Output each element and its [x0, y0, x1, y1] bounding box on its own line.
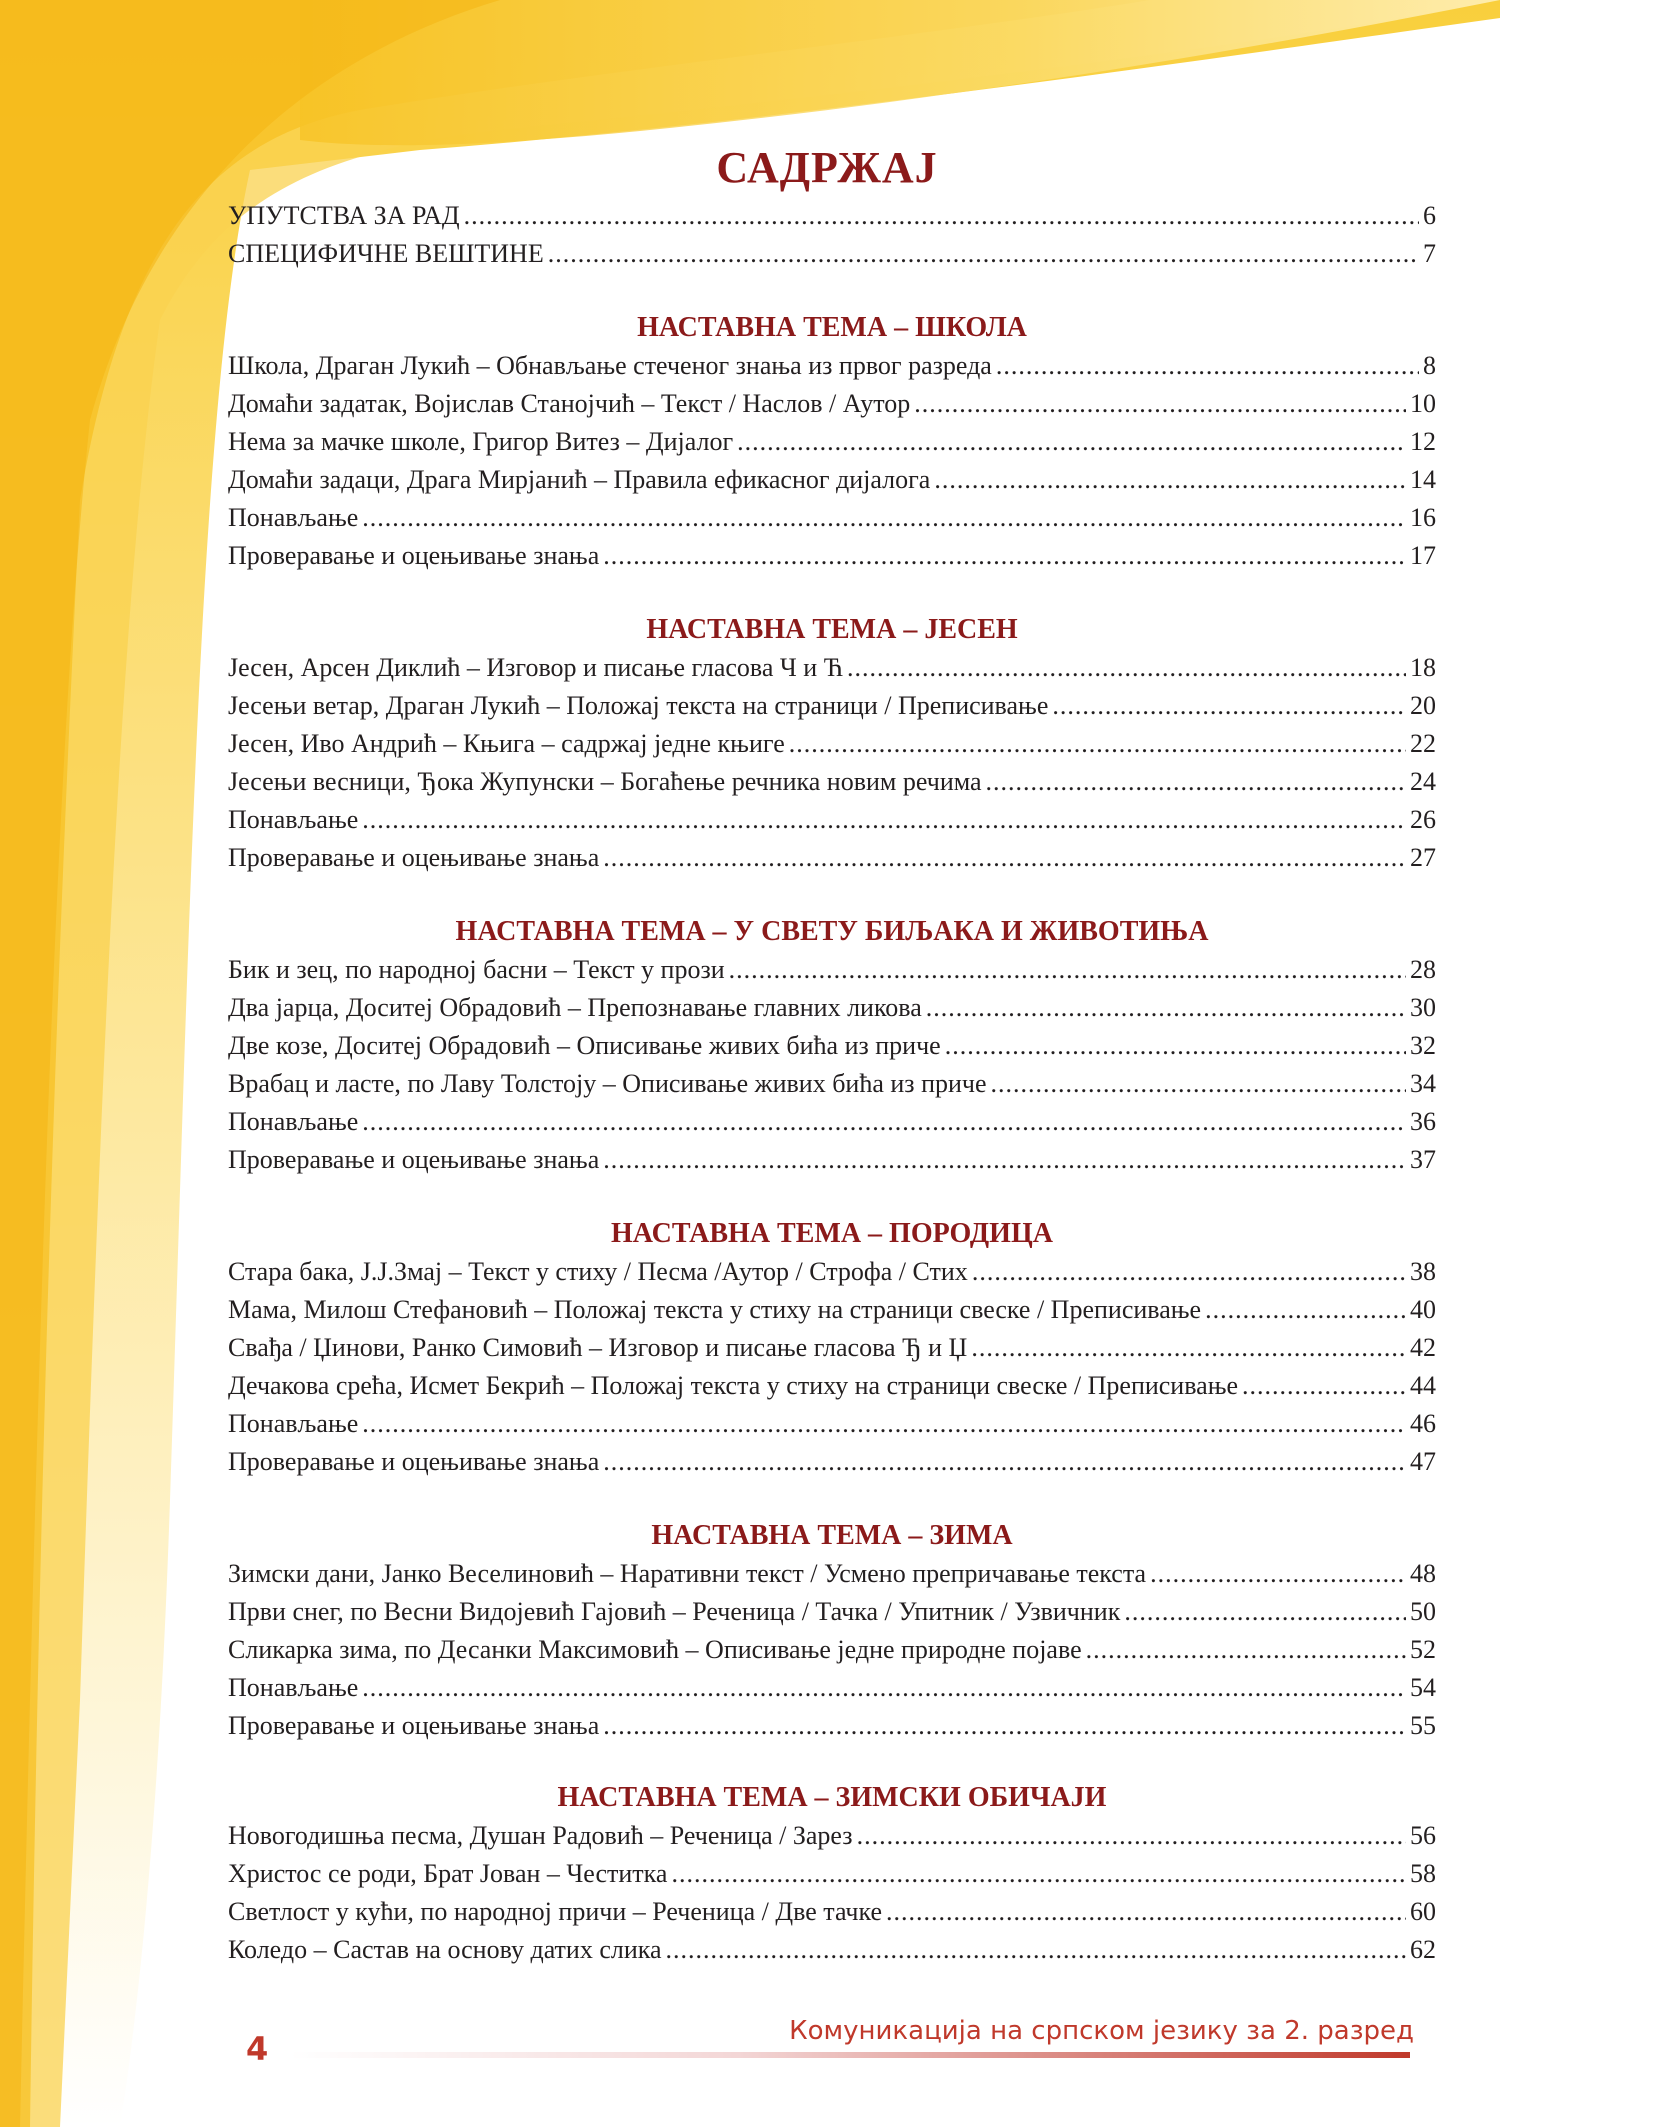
toc-page-number: 30 [1410, 993, 1436, 1022]
toc-entry-title: Проверавање и оцењивање знања [228, 1447, 600, 1476]
toc-row [228, 1632, 1436, 1668]
toc-row [228, 726, 1436, 762]
toc-page-number: 46 [1410, 1409, 1436, 1438]
toc-row [228, 802, 1436, 838]
toc-page-number: 58 [1410, 1859, 1436, 1888]
toc-page-number: 20 [1410, 691, 1436, 720]
dot-leader [926, 990, 1406, 1026]
dot-leader [971, 1330, 1406, 1366]
toc-row [228, 1708, 1436, 1744]
toc-page-number: 60 [1410, 1897, 1436, 1926]
toc-entry-title: Врабац и ласте, по Лаву Толстоју – Описивање живих бића из приче [228, 1069, 987, 1098]
toc-page-number: 32 [1410, 1031, 1436, 1060]
toc-entry-title: Проверавање и оцењивање знања [228, 1145, 600, 1174]
toc-row [228, 1142, 1436, 1178]
section-heading: НАСТАВНА ТЕМА – ПОРОДИЦА [611, 1218, 1053, 1249]
toc-row [228, 952, 1436, 988]
dot-leader [945, 1028, 1406, 1064]
toc-row [228, 650, 1436, 686]
toc-row [228, 1406, 1436, 1442]
toc-page-number: 48 [1410, 1559, 1436, 1588]
toc-row [228, 1444, 1436, 1480]
toc-row [228, 840, 1436, 876]
section-heading: НАСТАВНА ТЕМА – ШКОЛА [637, 312, 1027, 343]
toc-entry-title: СПЕЦИФИЧНЕ ВЕШТИНЕ [228, 239, 544, 268]
toc-entry-title: Две козе, Доситеј Обрадовић – Описивање живих бића из приче [228, 1031, 941, 1060]
toc-row [228, 990, 1436, 1026]
toc-row [228, 1028, 1436, 1064]
toc-entry-title: Школа, Драган Лукић – Обнављање стеченог знања из првог разреда [228, 351, 992, 380]
toc-row [228, 1894, 1436, 1930]
toc-entry-title: Први снег, по Весни Видојевић Гајовић – Реченица / Тачка / Упитник / Узвичник [228, 1597, 1121, 1626]
toc-page-number: 54 [1410, 1673, 1436, 1702]
toc-row [228, 500, 1436, 536]
toc-page-number: 55 [1410, 1711, 1436, 1740]
toc-row [228, 236, 1436, 272]
toc-row [228, 462, 1436, 498]
dot-leader [464, 198, 1419, 234]
toc-entry-title: Јесен, Арсен Диклић – Изговор и писање гласова Ч и Ћ [228, 653, 843, 682]
section-heading: НАСТАВНА ТЕМА – ЗИМСКИ ОБИЧАЈИ [557, 1782, 1107, 1813]
toc-page-number: 52 [1410, 1635, 1436, 1664]
toc-entry-title: Сликарка зима, по Десанки Максимовић – Описивање једне природне појаве [228, 1635, 1082, 1664]
dot-leader [1124, 1594, 1406, 1630]
dot-leader [603, 538, 1406, 574]
toc-row [228, 1104, 1436, 1140]
toc-row [228, 386, 1436, 422]
dot-leader [972, 1254, 1406, 1290]
toc-row [228, 1368, 1436, 1404]
dot-leader [996, 348, 1419, 384]
page-title: САДРЖАЈ [716, 143, 938, 192]
dot-leader [729, 952, 1406, 988]
dot-leader [991, 1066, 1406, 1102]
dot-leader [362, 1104, 1406, 1140]
dot-leader [1205, 1292, 1406, 1328]
toc-page-number: 22 [1410, 729, 1436, 758]
footer-gradient-line [290, 2052, 1410, 2058]
toc-page-number: 18 [1410, 653, 1436, 682]
toc-row [228, 1066, 1436, 1102]
toc-page-number: 8 [1423, 351, 1436, 380]
dot-leader [362, 1670, 1406, 1706]
toc-page-number: 10 [1410, 389, 1436, 418]
toc-row [228, 424, 1436, 460]
toc-entry-title: Светлост у кући, по народној причи – Реченица / Две тачке [228, 1897, 883, 1926]
toc-page-number: 34 [1410, 1069, 1436, 1098]
toc-row [228, 1856, 1436, 1892]
dot-leader [1086, 1632, 1406, 1668]
dot-leader [737, 424, 1406, 460]
toc-page-number: 6 [1423, 201, 1436, 230]
footer-book-title: Комуникација на српском језику за 2. разред [789, 2016, 1414, 2046]
dot-leader [886, 1894, 1406, 1930]
dot-leader [671, 1856, 1406, 1892]
toc-row [228, 1330, 1436, 1366]
toc-row [228, 1292, 1436, 1328]
toc-page-number: 62 [1410, 1935, 1436, 1964]
section-heading: НАСТАВНА ТЕМА – ЈЕСЕН [646, 614, 1018, 645]
page-number: 4 [246, 2030, 269, 2068]
toc-page-number: 14 [1410, 465, 1436, 494]
toc-entry-title: Нема за мачке школе, Григор Витез – Дијалог [228, 427, 734, 456]
toc-entry-title: Јесењи ветар, Драган Лукић – Положај текста на страници / Преписивање [228, 691, 1049, 720]
toc-page-number: 38 [1410, 1257, 1436, 1286]
toc-entry-title: Дечакова срећа, Исмет Бекрић – Положај текста у стиху на страници свеске / Преписивање [228, 1371, 1239, 1400]
dot-leader [603, 840, 1406, 876]
dot-leader [857, 1818, 1406, 1854]
dot-leader [1242, 1368, 1406, 1404]
section-heading: НАСТАВНА ТЕМА – ЗИМА [651, 1520, 1013, 1551]
toc-entry-title: Новогодишња песма, Душан Радовић – Реченица / Зарез [228, 1821, 853, 1850]
toc-entry-title: Понављање [228, 503, 359, 532]
toc-page-number: 28 [1410, 955, 1436, 984]
toc-entry-title: Проверавање и оцењивање знања [228, 843, 600, 872]
dot-leader [934, 462, 1406, 498]
toc-page-number: 17 [1410, 541, 1436, 570]
dot-leader [914, 386, 1406, 422]
dot-leader [666, 1932, 1406, 1968]
dot-leader [603, 1708, 1406, 1744]
toc-entry-title: Понављање [228, 1107, 359, 1136]
toc-row [228, 764, 1436, 800]
dot-leader [986, 764, 1406, 800]
toc-entry-title: Понављање [228, 1673, 359, 1702]
toc-page-number: 24 [1410, 767, 1436, 796]
toc-row [228, 198, 1436, 234]
toc-entry-title: Христос се роди, Брат Јован – Честитка [228, 1859, 668, 1888]
toc-entry-title: Понављање [228, 805, 359, 834]
toc-page-number: 40 [1410, 1295, 1436, 1324]
toc-entry-title: Јесен, Иво Андрић – Књига – садржај једне књиге [228, 729, 785, 758]
dot-leader [362, 1406, 1406, 1442]
toc-row [228, 1670, 1436, 1706]
toc-page-number: 36 [1410, 1107, 1436, 1136]
section-heading: НАСТАВНА ТЕМА – У СВЕТУ БИЉАКА И ЖИВОТИЊА [455, 916, 1209, 947]
toc-page-number: 44 [1410, 1371, 1436, 1400]
toc-row [228, 1254, 1436, 1290]
toc-page-number: 47 [1410, 1447, 1436, 1476]
dot-leader [1052, 688, 1406, 724]
dot-leader [1150, 1556, 1406, 1592]
dot-leader [603, 1142, 1406, 1178]
toc-entry-title: Бик и зец, по народној басни – Текст у прози [228, 955, 725, 984]
toc-entry-title: Два јарца, Доситеј Обрадовић – Препознавање главних ликова [228, 993, 922, 1022]
toc-entry-title: Коледо – Састав на основу датих слика [228, 1935, 662, 1964]
toc-row [228, 1556, 1436, 1592]
toc-row [228, 1932, 1436, 1968]
toc-page-number: 12 [1410, 427, 1436, 456]
toc-row [228, 348, 1436, 384]
toc-row [228, 688, 1436, 724]
toc-row [228, 1594, 1436, 1630]
toc-entry-title: Свађа / Џинови, Ранко Симовић – Изговор и писање гласова Ђ и Џ [228, 1333, 968, 1362]
dot-leader [789, 726, 1406, 762]
toc-entry-title: УПУТСТВА ЗА РАД [228, 201, 460, 230]
toc-entry-title: Проверавање и оцењивање знања [228, 541, 600, 570]
toc-page-number: 56 [1410, 1821, 1436, 1850]
toc-page-number: 7 [1423, 239, 1436, 268]
toc-entry-title: Домаћи задаци, Драга Мирјанић – Правила ефикасног дијалога [228, 465, 931, 494]
toc-row [228, 1818, 1436, 1854]
toc-page-number: 16 [1410, 503, 1436, 532]
toc-entry-title: Мама, Милош Стефановић – Положај текста у стиху на страници свеске / Преписивање [228, 1295, 1202, 1324]
dot-leader [548, 236, 1419, 272]
toc-entry-title: Зимски дани, Јанко Веселиновић – Наративни текст / Усмено препричавање текста [228, 1559, 1147, 1588]
toc-page-number: 26 [1410, 805, 1436, 834]
toc-entry-title: Домаћи задатак, Војислав Станојчић – Текст / Наслов / Аутор [228, 389, 911, 418]
dot-leader [847, 650, 1406, 686]
toc-entry-title: Стара бака, Ј.Ј.Змај – Текст у стиху / Песма /Аутор / Строфа / Стих [228, 1257, 968, 1286]
dot-leader [603, 1444, 1406, 1480]
toc-page-number: 50 [1410, 1597, 1436, 1626]
toc-entry-title: Јесењи весници, Ђока Жупунски – Богаћење речника новим речима [228, 767, 982, 796]
dot-leader [362, 500, 1406, 536]
toc-page-number: 42 [1410, 1333, 1436, 1362]
toc-page-number: 27 [1410, 843, 1436, 872]
toc-entry-title: Проверавање и оцењивање знања [228, 1711, 600, 1740]
toc-page-number: 37 [1410, 1145, 1436, 1174]
toc-row [228, 538, 1436, 574]
dot-leader [362, 802, 1406, 838]
toc-entry-title: Понављање [228, 1409, 359, 1438]
